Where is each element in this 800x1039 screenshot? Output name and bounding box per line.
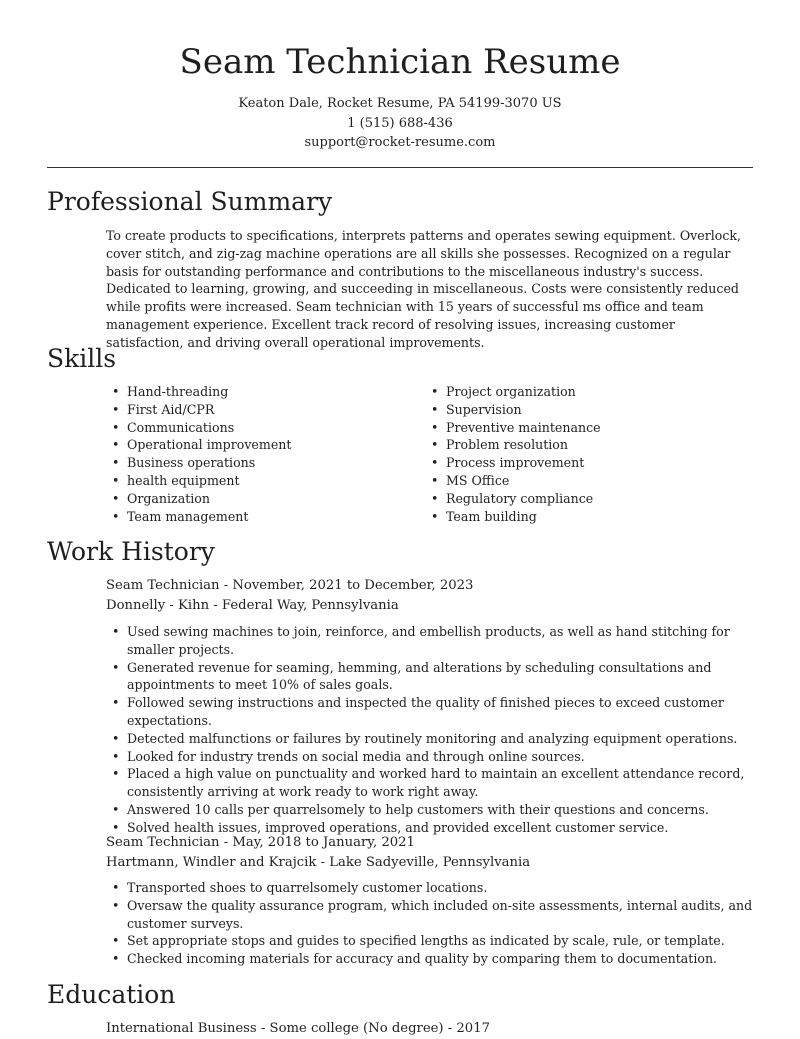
job-bullet: • Set appropriate stops and guides to specified lengths as indicated by scale, rule, or template.	[106, 932, 756, 950]
education-heading: Education	[47, 980, 176, 1009]
skills-heading: Skills	[47, 344, 117, 373]
job-bullets	[106, 879, 756, 968]
job-employer-line	[106, 596, 473, 616]
resume-title: Seam Technician Resume	[179, 42, 621, 82]
skill-item: • Regulatory compliance	[425, 490, 745, 508]
job-bullets	[106, 623, 756, 837]
job-bullet: • Placed a high value on punctuality and worked hard to maintain an excellent attendance record, consistently arriving at work ready to work right away.	[106, 765, 756, 801]
summary-heading: Professional Summary	[47, 187, 333, 216]
job-bullet: • Transported shoes to quarrelsomely customer locations.	[106, 879, 756, 897]
skill-item: • Hand-threading	[106, 383, 406, 401]
skill-item: • Operational improvement	[106, 436, 406, 454]
skill-item: • Team building	[425, 508, 745, 526]
contact-email: support@rocket-resume.com	[304, 135, 496, 150]
skill-item: • Organization	[106, 490, 406, 508]
skill-item: • Process improvement	[425, 454, 745, 472]
skill-item: • First Aid/CPR	[106, 401, 406, 419]
education-entry: International Business - Some college (No degree) - 2017	[106, 1021, 490, 1036]
job-location: - Federal Way, Pennsylvania	[209, 598, 399, 613]
job-bullet: • Answered 10 calls per quarrelsomely to help customers with their questions and concerns.	[106, 801, 756, 819]
skill-item: • Project organization	[425, 383, 745, 401]
skill-item: • Business operations	[106, 454, 406, 472]
job-title-dates: Seam Technician - May, 2018 to January, 2021	[106, 835, 415, 850]
work-history-heading: Work History	[47, 537, 215, 566]
job-bullet: • Looked for industry trends on social media and through online sources.	[106, 748, 756, 766]
job-header	[106, 833, 530, 873]
job-bullet: • Followed sewing instructions and inspected the quality of finished pieces to exceed customer expectations.	[106, 694, 756, 730]
skills-list-left	[106, 383, 406, 525]
job-employer-line	[106, 853, 530, 873]
job-bullet: • Solved health issues, improved operations, and provided excellent customer service.	[106, 819, 756, 837]
skill-item: • Team management	[106, 508, 406, 526]
job-bullet: • Used sewing machines to join, reinforce, and embellish products, as well as hand stitching for smaller projects.	[106, 623, 756, 659]
contact-address: Keaton Dale, Rocket Resume, PA 54199-3070 US	[238, 96, 562, 111]
job-location: - Lake Sadyeville, Pennsylvania	[316, 855, 531, 870]
job-bullet: • Generated revenue for seaming, hemming, and alterations by scheduling consultations and appointments to meet 10% of sales goals.	[106, 659, 756, 695]
skill-item: • MS Office	[425, 472, 745, 490]
skill-item: • Communications	[106, 419, 406, 437]
job-bullet: • Checked incoming materials for accuracy and quality by comparing them to documentation.	[106, 950, 756, 968]
skills-list-right	[425, 383, 745, 525]
skill-item: • Problem resolution	[425, 436, 745, 454]
job-title-dates: Seam Technician - November, 2021 to December, 2023	[106, 578, 474, 593]
header-divider	[47, 167, 753, 168]
skill-item: • Supervision	[425, 401, 745, 419]
skill-item: • health equipment	[106, 472, 406, 490]
contact-phone: 1 (515) 688-436	[347, 115, 453, 131]
job-bullet: • Oversaw the quality assurance program, which included on-site assessments, internal audits, and customer surveys.	[106, 897, 756, 933]
job-company: Hartmann, Windler and Krajcik	[106, 855, 317, 870]
contact-block	[0, 94, 800, 153]
job-bullet: • Detected malfunctions or failures by routinely monitoring and analyzing equipment operations.	[106, 730, 756, 748]
job-company: Donnelly - Kihn	[106, 598, 210, 613]
skill-item: • Preventive maintenance	[425, 419, 745, 437]
summary-text: To create products to specifications, interprets patterns and operates sewing equipment. Overlock, cover stitch, and zig-zag machine operations are all skills she possesses. Recognized on a regular basis for outstanding performance and contributions to the miscellaneous industry's success. Dedicated to learning, growing, and succeeding in miscellaneous. Costs were consistently reduced while profits were increased. Seam technician with 15 years of successful ms office and team management experience. Excellent track record of resolving issues, increasing customer satisfaction, and driving overall operational improvements.	[106, 228, 742, 350]
job-header	[106, 576, 473, 616]
